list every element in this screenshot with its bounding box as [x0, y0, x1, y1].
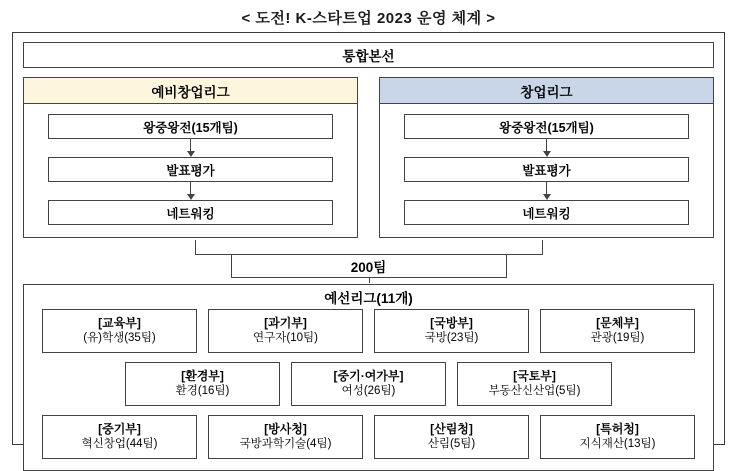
- preliminary-league-heading: 예선리그(11개): [324, 291, 413, 306]
- connector-line-down: [369, 278, 370, 283]
- preliminary-cell-dept: [환경부]: [181, 369, 224, 384]
- preliminary-cell-dept: [중기부]: [98, 422, 141, 437]
- arrow-down-icon: [48, 182, 333, 200]
- league-header-label: 예비창업리그: [24, 78, 357, 104]
- preliminary-cell-dept: [교육부]: [98, 316, 141, 331]
- preliminary-cell-detail: 부동산신산업(5팀): [488, 385, 581, 398]
- league-body: [24, 104, 357, 237]
- diagram-inner: [13, 33, 724, 451]
- preliminary-cell-dept: [과기부]: [264, 316, 307, 331]
- page-title: < 도전! K-스타트업 2023 운영 체계 >: [241, 10, 496, 27]
- preliminary-cell: [208, 415, 363, 459]
- preliminary-cell: [374, 309, 529, 353]
- preliminary-cell-dept: [방사청]: [264, 422, 307, 437]
- preliminary-row: [35, 309, 702, 353]
- league-step-box: 발표평가: [48, 157, 333, 182]
- preliminary-cell-detail: 연구자(10팀): [253, 332, 318, 345]
- league-body: [380, 104, 713, 237]
- league-step-box: 왕중왕전(15개팀): [404, 114, 689, 139]
- preliminary-cell-dept: [문체부]: [596, 316, 639, 331]
- preliminary-cell-detail: 혁신창업(44팀): [81, 438, 158, 451]
- preliminary-league-grid: [24, 309, 713, 470]
- preliminary-league-section: [23, 284, 714, 471]
- connector-line-left: [195, 240, 196, 254]
- preliminary-cell-dept: [중기·여가부]: [333, 369, 404, 384]
- preliminary-cell-detail: 산림(5팀): [427, 438, 476, 451]
- league-preliminary-startup: [23, 77, 358, 238]
- preliminary-cell: [125, 362, 280, 406]
- preliminary-cell: [42, 415, 197, 459]
- preliminary-cell-dept: [국토부]: [513, 369, 556, 384]
- league-columns: [23, 77, 714, 238]
- league-header-label: 창업리그: [380, 78, 713, 104]
- preliminary-cell: [42, 309, 197, 353]
- preliminary-cell: [208, 309, 363, 353]
- preliminary-cell-detail: 국방과학기술(4팀): [239, 438, 332, 451]
- integrated-final-box: 통합본선: [23, 42, 714, 68]
- connector-line-right: [542, 240, 543, 254]
- diagram-frame: [12, 32, 725, 451]
- preliminary-cell: [540, 309, 695, 353]
- preliminary-cell-dept: [산림청]: [430, 422, 473, 437]
- team-count-box: 200팀: [231, 254, 507, 278]
- league-startup: [379, 77, 714, 238]
- preliminary-cell: [540, 415, 695, 459]
- preliminary-cell-detail: 지식재산(13팀): [579, 438, 656, 451]
- preliminary-cell-detail: 관광(19팀): [590, 332, 645, 345]
- league-step-box: 발표평가: [404, 157, 689, 182]
- preliminary-row: [35, 362, 702, 406]
- preliminary-cell-detail: 환경(16팀): [175, 385, 230, 398]
- preliminary-cell-detail: (유)학생(35팀): [83, 332, 156, 345]
- preliminary-cell-detail: 국방(23팀): [424, 332, 479, 345]
- preliminary-cell: [457, 362, 612, 406]
- league-step-box: 네트워킹: [48, 200, 333, 225]
- arrow-down-icon: [404, 139, 689, 157]
- preliminary-cell-dept: [국방부]: [430, 316, 473, 331]
- preliminary-row: [35, 415, 702, 459]
- league-step-box: 왕중왕전(15개팀): [48, 114, 333, 139]
- league-step-box: 네트워킹: [404, 200, 689, 225]
- arrow-down-icon: [404, 182, 689, 200]
- arrow-down-icon: [48, 139, 333, 157]
- merge-connector: [23, 240, 714, 282]
- preliminary-cell: [291, 362, 446, 406]
- preliminary-cell: [374, 415, 529, 459]
- preliminary-cell-dept: [특허청]: [596, 422, 639, 437]
- preliminary-cell-detail: 여성(26팀): [341, 385, 396, 398]
